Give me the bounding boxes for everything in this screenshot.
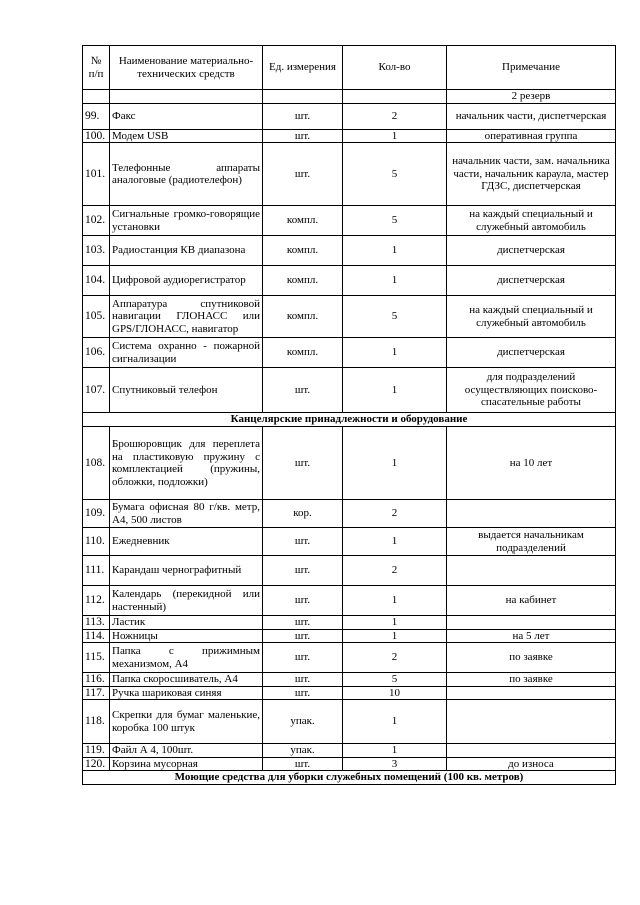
item-unit: шт. [263,103,343,129]
row-number: 109. [83,500,110,528]
row-number: 106. [83,338,110,368]
header-qty: Кол-во [343,46,447,90]
item-unit: компл. [263,206,343,236]
item-name: Аппаратура спутниковой навигации ГЛОНАСС или GPS/ГЛОНАСС, навигатор [110,296,263,338]
item-note: по заявке [447,673,616,687]
item-unit: шт. [263,643,343,673]
row-number: 116. [83,673,110,687]
table-row [83,744,616,758]
item-unit: компл. [263,266,343,296]
table-row [83,586,616,616]
item-note: 2 резерв [447,90,616,104]
item-unit: шт. [263,686,343,700]
item-quantity: 1 [343,129,447,143]
item-name: Ежедневник [110,528,263,556]
item-note: по заявке [447,643,616,673]
table-row [83,686,616,700]
row-number: 115. [83,643,110,673]
item-unit: шт. [263,143,343,206]
table-row [83,427,616,500]
item-quantity: 10 [343,686,447,700]
row-number: 103. [83,236,110,266]
section-row [83,413,616,427]
item-unit: компл. [263,236,343,266]
item-note [447,616,616,630]
table-row [83,556,616,586]
item-name: Брошюровщик для переплета на пластиковую пружину с комплектацией (пружины, обложки, подложки) [110,427,263,500]
table-row [83,143,616,206]
table-row [83,338,616,368]
row-number: 107. [83,368,110,413]
row-number: 110. [83,528,110,556]
item-note [447,500,616,528]
item-name: Ластик [110,616,263,630]
row-number: 100. [83,129,110,143]
header-num: № п/п [83,46,110,90]
header-note: Примечание [447,46,616,90]
item-name: Ножницы [110,629,263,643]
item-unit [263,90,343,104]
item-name: Телефонные аппараты аналоговые (радиотелефон) [110,143,263,206]
row-number [83,90,110,104]
item-name: Папка с прижимным механизмом, А4 [110,643,263,673]
table-row [83,616,616,630]
table-row [83,129,616,143]
item-quantity [343,90,447,104]
table-row [83,629,616,643]
header-unit: Ед. измерения [263,46,343,90]
item-quantity: 2 [343,556,447,586]
item-name: Карандаш чернографитный [110,556,263,586]
item-note: выдается начальникам подразделений [447,528,616,556]
item-unit: кор. [263,500,343,528]
row-number: 105. [83,296,110,338]
item-quantity: 1 [343,700,447,744]
item-note [447,556,616,586]
item-name: Система охранно - пожарной сигнализации [110,338,263,368]
item-name: Факс [110,103,263,129]
item-name: Папка скоросшиватель, А4 [110,673,263,687]
item-note: оперативная группа [447,129,616,143]
item-note: на каждый специальный и служебный автомобиль [447,296,616,338]
row-number: 111. [83,556,110,586]
item-unit: шт. [263,427,343,500]
row-number: 114. [83,629,110,643]
item-note: до износа [447,757,616,771]
item-quantity: 2 [343,103,447,129]
item-unit: шт. [263,556,343,586]
item-note [447,686,616,700]
item-quantity: 1 [343,338,447,368]
item-quantity: 1 [343,629,447,643]
item-note: на 10 лет [447,427,616,500]
item-name: Спутниковый телефон [110,368,263,413]
item-name: Радиостанция КВ диапазона [110,236,263,266]
item-unit: шт. [263,616,343,630]
item-unit: шт. [263,673,343,687]
table-row [83,500,616,528]
item-quantity: 1 [343,744,447,758]
table-row [83,296,616,338]
table-row [83,206,616,236]
row-number: 99. [83,103,110,129]
item-note [447,744,616,758]
row-number: 102. [83,206,110,236]
row-number: 104. [83,266,110,296]
item-quantity: 5 [343,206,447,236]
row-number: 119. [83,744,110,758]
item-note: начальник части, диспетчерская [447,103,616,129]
item-unit: компл. [263,338,343,368]
header-row [83,46,616,90]
item-quantity: 5 [343,143,447,206]
item-name: Модем USB [110,129,263,143]
item-name: Корзина мусорная [110,757,263,771]
row-number: 117. [83,686,110,700]
item-note: диспетчерская [447,236,616,266]
header-name: Наименование материально-технических средств [110,46,263,90]
item-quantity: 1 [343,586,447,616]
item-note: диспетчерская [447,338,616,368]
table-row [83,266,616,296]
item-unit: шт. [263,368,343,413]
item-quantity: 2 [343,643,447,673]
table-row [83,103,616,129]
item-name: Календарь (перекидной или настенный) [110,586,263,616]
item-unit: шт. [263,129,343,143]
item-quantity: 1 [343,368,447,413]
row-number: 101. [83,143,110,206]
item-quantity: 1 [343,427,447,500]
section-row [83,771,616,785]
table-row [83,643,616,673]
row-number: 112. [83,586,110,616]
item-unit: шт. [263,629,343,643]
item-name: Файл А 4, 100шт. [110,744,263,758]
item-quantity: 1 [343,528,447,556]
item-unit: упак. [263,700,343,744]
row-number: 118. [83,700,110,744]
item-quantity: 1 [343,266,447,296]
item-name: Ручка шариковая синяя [110,686,263,700]
table-row [83,90,616,104]
item-unit: упак. [263,744,343,758]
item-quantity: 5 [343,673,447,687]
table-row [83,368,616,413]
table-row [83,236,616,266]
item-unit: шт. [263,528,343,556]
item-note: начальник части, зам. начальника части, начальник караула, мастер ГДЗС, диспетчерская [447,143,616,206]
item-name: Скрепки для бумаг маленькие, коробка 100 штук [110,700,263,744]
item-note: для подразделений осуществляющих поисково-спасательные работы [447,368,616,413]
item-note [447,700,616,744]
section-title: Канцелярские принадлежности и оборудование [83,413,616,427]
row-number: 113. [83,616,110,630]
item-note: на 5 лет [447,629,616,643]
item-note: на кабинет [447,586,616,616]
item-quantity: 1 [343,616,447,630]
item-name [110,90,263,104]
item-name: Цифровой аудиорегистратор [110,266,263,296]
item-quantity: 3 [343,757,447,771]
item-unit: компл. [263,296,343,338]
item-unit: шт. [263,586,343,616]
item-quantity: 1 [343,236,447,266]
inventory-table [82,45,616,785]
item-name: Бумага офисная 80 г/кв. метр, А4, 500 листов [110,500,263,528]
item-unit: шт. [263,757,343,771]
table-row [83,700,616,744]
table-body [83,90,616,785]
row-number: 120. [83,757,110,771]
item-note: диспетчерская [447,266,616,296]
table-row [83,757,616,771]
section-title: Моющие средства для уборки служебных помещений (100 кв. метров) [83,771,616,785]
row-number: 108. [83,427,110,500]
table-row [83,528,616,556]
item-quantity: 5 [343,296,447,338]
table-row [83,673,616,687]
item-note: на каждый специальный и служебный автомобиль [447,206,616,236]
item-quantity: 2 [343,500,447,528]
item-name: Сигнальные громко-говорящие установки [110,206,263,236]
